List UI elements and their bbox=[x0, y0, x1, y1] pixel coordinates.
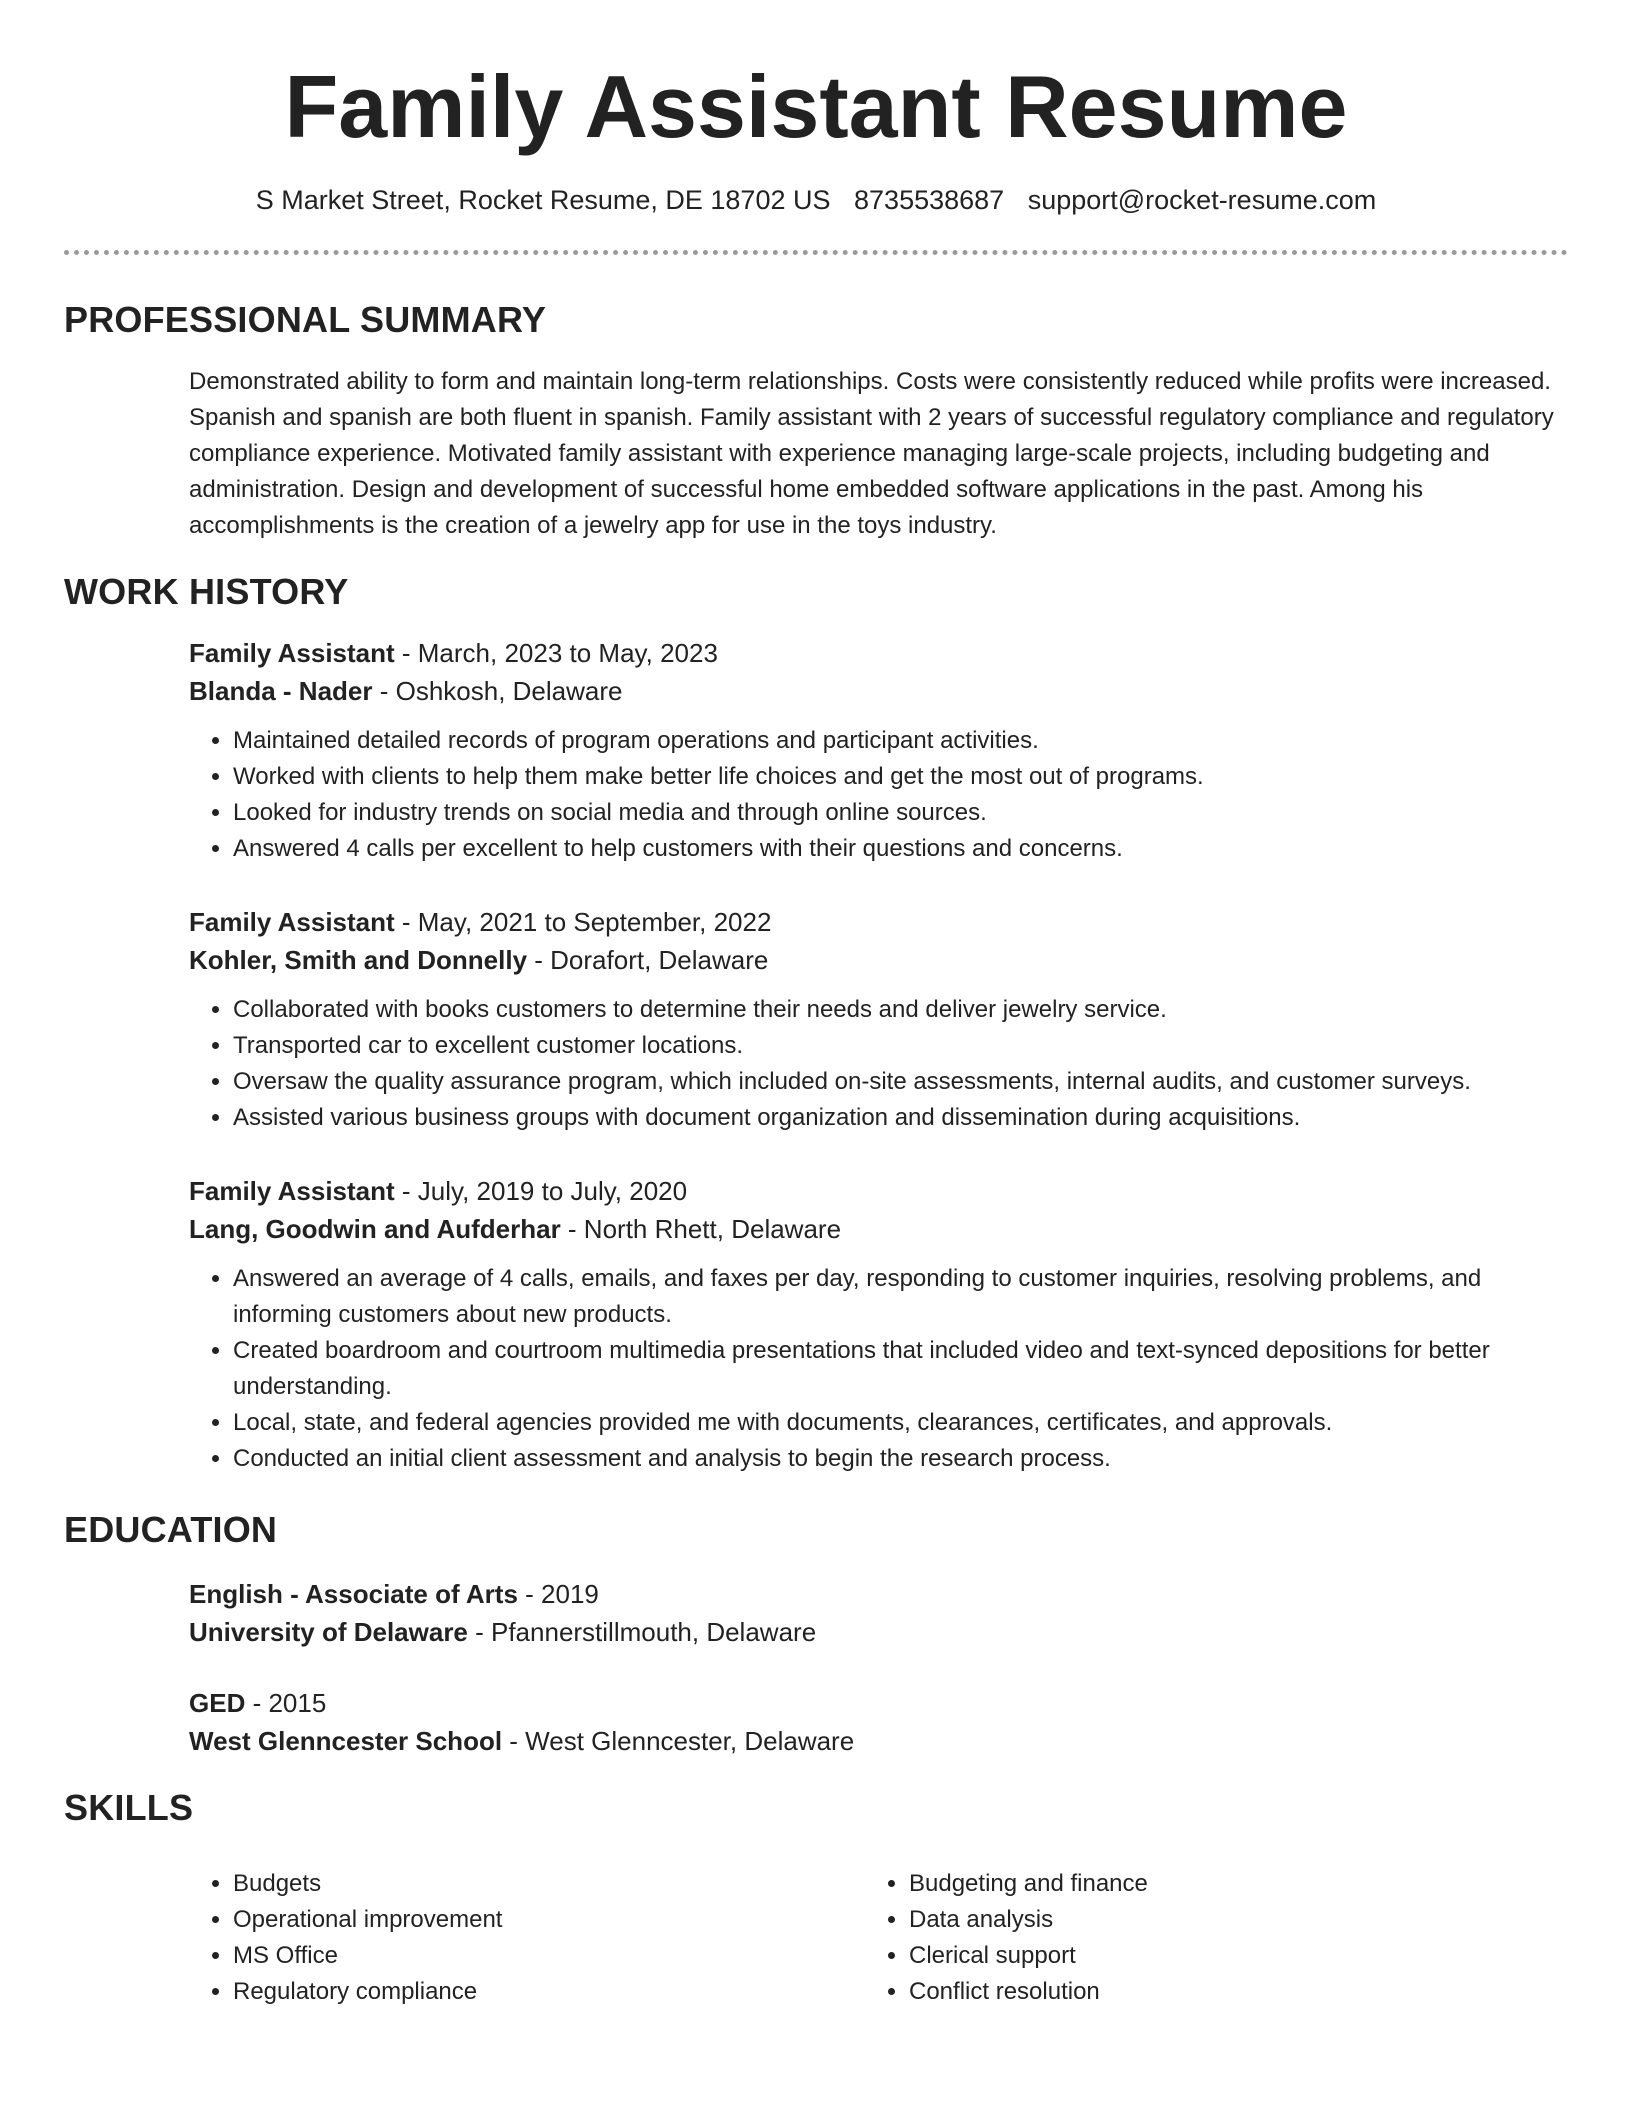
list-item: • Collaborated with books customers to determine their needs and deliver jewelry service. bbox=[233, 992, 1569, 1028]
job-title-line bbox=[189, 1172, 1569, 1210]
summary-heading: PROFESSIONAL SUMMARY bbox=[64, 299, 547, 340]
education-degree-line bbox=[189, 1575, 1569, 1613]
resume-title: Family Assistant Resume bbox=[284, 57, 1348, 156]
list-item: • Clerical support bbox=[909, 1938, 1525, 1974]
list-item: • Answered an average of 4 calls, emails, and faxes per day, responding to customer inquiries, resolving problems, and informing customers about new products. bbox=[233, 1261, 1569, 1333]
list-item: • Looked for industry trends on social media and through online sources. bbox=[233, 795, 1569, 831]
list-item: • MS Office bbox=[233, 1938, 849, 1974]
contact-line bbox=[0, 180, 1632, 220]
contact-phone: 8735538687 bbox=[854, 185, 1005, 215]
contact-address: S Market Street, Rocket Resume, DE 18702 US bbox=[255, 185, 831, 215]
job-dates: - May, 2021 to September, 2022 bbox=[394, 907, 772, 937]
list-item: • Local, state, and federal agencies provided me with documents, clearances, certificates, and approvals. bbox=[233, 1405, 1569, 1441]
education-year: - 2015 bbox=[245, 1688, 327, 1718]
list-item: • Regulatory compliance bbox=[233, 1974, 849, 2010]
list-item: • Assisted various business groups with document organization and dissemination during acquisitions. bbox=[233, 1100, 1569, 1136]
list-item: • Worked with clients to help them make better life choices and get the most out of programs. bbox=[233, 759, 1569, 795]
job-company-line bbox=[189, 1210, 1569, 1248]
job-location: - North Rhett, Delaware bbox=[560, 1214, 842, 1244]
skills-list-left bbox=[189, 1866, 849, 2010]
list-item: • Answered 4 calls per excellent to help customers with their questions and concerns. bbox=[233, 831, 1569, 867]
job-company: Blanda - Nader bbox=[189, 676, 373, 706]
job-dates: - July, 2019 to July, 2020 bbox=[394, 1176, 688, 1206]
list-item: • Created boardroom and courtroom multimedia presentations that included video and text-synced depositions for better understanding. bbox=[233, 1333, 1569, 1405]
education-school: University of Delaware bbox=[189, 1617, 468, 1647]
list-item: • Data analysis bbox=[909, 1902, 1525, 1938]
list-item: • Oversaw the quality assurance program, which included on-site assessments, internal audits, and customer surveys. bbox=[233, 1064, 1569, 1100]
education-school-line bbox=[189, 1613, 1569, 1651]
education-entry-1 bbox=[189, 1575, 1569, 1651]
job-dates: - March, 2023 to May, 2023 bbox=[394, 638, 718, 668]
list-item: • Budgeting and finance bbox=[909, 1866, 1525, 1902]
skills-heading: SKILLS bbox=[64, 1787, 194, 1828]
job-entry-3 bbox=[189, 1172, 1569, 1477]
list-item: • Maintained detailed records of program operations and participant activities. bbox=[233, 723, 1569, 759]
list-item: • Conducted an initial client assessment and analysis to begin the research process. bbox=[233, 1441, 1569, 1477]
job-location: - Dorafort, Delaware bbox=[527, 945, 769, 975]
header-divider bbox=[64, 250, 1568, 255]
job-company-line bbox=[189, 672, 1569, 710]
list-item: • Operational improvement bbox=[233, 1902, 849, 1938]
job-title-line bbox=[189, 903, 1569, 941]
job-location: - Oshkosh, Delaware bbox=[372, 676, 623, 706]
list-item: • Conflict resolution bbox=[909, 1974, 1525, 2010]
job-company: Kohler, Smith and Donnelly bbox=[189, 945, 528, 975]
list-item: • Transported car to excellent customer locations. bbox=[233, 1028, 1569, 1064]
job-title-line bbox=[189, 634, 1569, 672]
list-item: • Budgets bbox=[233, 1866, 849, 1902]
job-title: Family Assistant bbox=[189, 907, 395, 937]
skills-list-right bbox=[865, 1866, 1525, 2010]
work-history-heading: WORK HISTORY bbox=[64, 571, 349, 612]
education-degree: GED bbox=[189, 1688, 246, 1718]
education-degree: English - Associate of Arts bbox=[189, 1579, 518, 1609]
contact-email: support@rocket-resume.com bbox=[1027, 185, 1377, 215]
education-location: - Pfannerstillmouth, Delaware bbox=[467, 1617, 817, 1647]
education-school: West Glenncester School bbox=[189, 1726, 503, 1756]
job-bullets bbox=[189, 1261, 1569, 1477]
job-title: Family Assistant bbox=[189, 1176, 395, 1206]
education-year: - 2019 bbox=[517, 1579, 599, 1609]
job-entry-1 bbox=[189, 634, 1569, 867]
education-location: - West Glenncester, Delaware bbox=[502, 1726, 855, 1756]
job-entry-2 bbox=[189, 903, 1569, 1136]
education-degree-line bbox=[189, 1684, 1569, 1722]
education-entry-2 bbox=[189, 1684, 1569, 1760]
job-company: Lang, Goodwin and Aufderhar bbox=[189, 1214, 561, 1244]
job-company-line bbox=[189, 941, 1569, 979]
education-school-line bbox=[189, 1722, 1569, 1760]
skills-column-left bbox=[189, 1866, 849, 2010]
job-bullets bbox=[189, 992, 1569, 1136]
job-bullets bbox=[189, 723, 1569, 867]
job-title: Family Assistant bbox=[189, 638, 395, 668]
summary-text: Demonstrated ability to form and maintain long-term relationships. Costs were consistently reduced while profits were increased. Spanish and spanish are both fluent in spanish. Family assistant with 2 years of successful regulatory compliance and regulatory compliance experience. Motivated family assistant with experience managing large-scale projects, including budgeting and administration. Design and development of successful home embedded software applications in the past. Among his accomplishments is the creation of a jewelry app for use in the toys industry. bbox=[189, 368, 1554, 539]
education-heading: EDUCATION bbox=[64, 1509, 278, 1550]
skills-column-right bbox=[865, 1866, 1525, 2010]
